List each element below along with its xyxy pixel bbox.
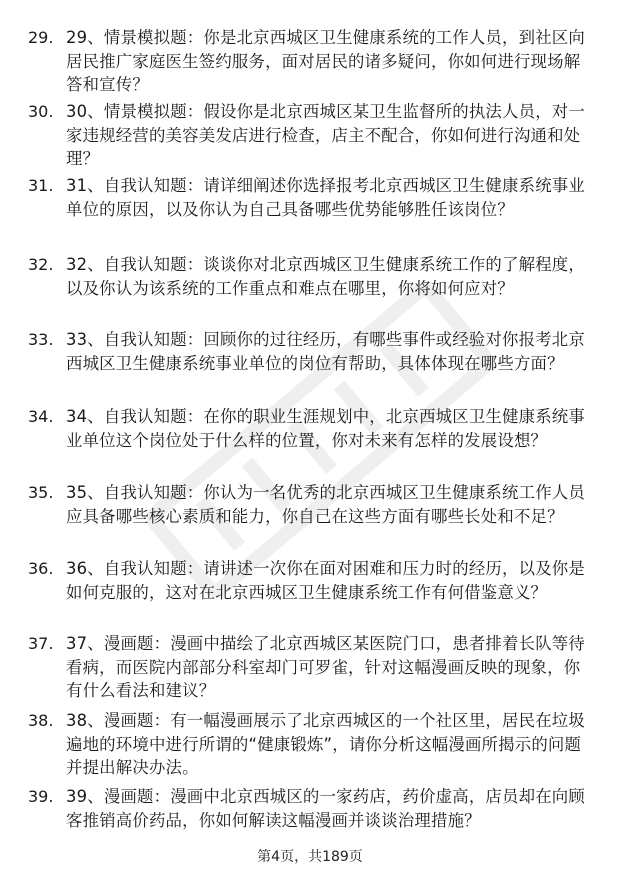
question-number: 36. bbox=[28, 559, 54, 578]
question-text: 34、自我认知题：在你的职业生涯规划中，北京西城区卫生健康系统事业单位这个岗位处于什么样的位置，你对未来有怎样的发展设想？ bbox=[66, 407, 585, 450]
question-text: 32、自我认知题：谈谈你对北京西城区卫生健康系统工作的了解程度，以及你认为该系统的工作重点和难点在哪里，你将如何应对？ bbox=[66, 255, 585, 298]
question-text: 37、漫画题：漫画中描绘了北京西城区某医院门口，患者排着长队等待看病，而医院内部部分科室却门可罗雀，针对这幅漫画反映的现象，你有什么看法和建议？ bbox=[66, 634, 585, 701]
question-number: 37. bbox=[28, 634, 54, 653]
question-number: 30. bbox=[28, 102, 54, 121]
question-number: 38. bbox=[28, 711, 54, 730]
question-number: 35. bbox=[28, 483, 54, 502]
question-text: 29、情景模拟题：你是北京西城区卫生健康系统的工作人员，到社区向居民推广家庭医生签约服务，面对居民的诸多疑问，你如何进行现场解答和宣传？ bbox=[66, 28, 585, 95]
question-text: 36、自我认知题：请讲述一次你在面对困难和压力时的经历，以及你是如何克服的，这对在北京西城区卫生健康系统工作有何借鉴意义？ bbox=[66, 559, 585, 602]
question-number: 39. bbox=[28, 787, 54, 806]
question-text: 35、自我认知题：你认为一名优秀的北京西城区卫生健康系统工作人员应具备哪些核心素质和能力，你自己在这些方面有哪些长处和不足？ bbox=[66, 483, 585, 526]
question-number: 29. bbox=[28, 28, 54, 47]
question-number: 34. bbox=[28, 407, 54, 426]
question-text: 33、自我认知题：回顾你的过往经历，有哪些事件或经验对你报考北京西城区卫生健康系统事业单位的岗位有帮助，具体体现在哪些方面？ bbox=[66, 330, 585, 373]
question-text: 39、漫画题：漫画中北京西城区的一家药店，药价虚高，店员却在向顾客推销高价药品，你如何解读这幅漫画并谈谈治理措施？ bbox=[66, 787, 585, 830]
page-footer: 第4页，共189页 bbox=[257, 849, 363, 865]
question-text: 38、漫画题：有一幅漫画展示了北京西城区的一个社区里，居民在垃圾遍地的环境中进行所谓的“健康锻炼”，请你分析这幅漫画所揭示的问题并提出解决办法。 bbox=[66, 711, 585, 778]
question-number: 31. bbox=[28, 176, 54, 195]
question-number: 32. bbox=[28, 255, 54, 274]
question-number: 33. bbox=[28, 330, 54, 349]
question-text: 30、情景模拟题：假设你是北京西城区某卫生监督所的执法人员，对一家违规经营的美容美发店进行检查，店主不配合，你如何进行沟通和处理？ bbox=[66, 102, 585, 169]
question-text: 31、自我认知题：请详细阐述你选择报考北京西城区卫生健康系统事业单位的原因，以及你认为自己具备哪些优势能够胜任该岗位？ bbox=[66, 176, 585, 219]
